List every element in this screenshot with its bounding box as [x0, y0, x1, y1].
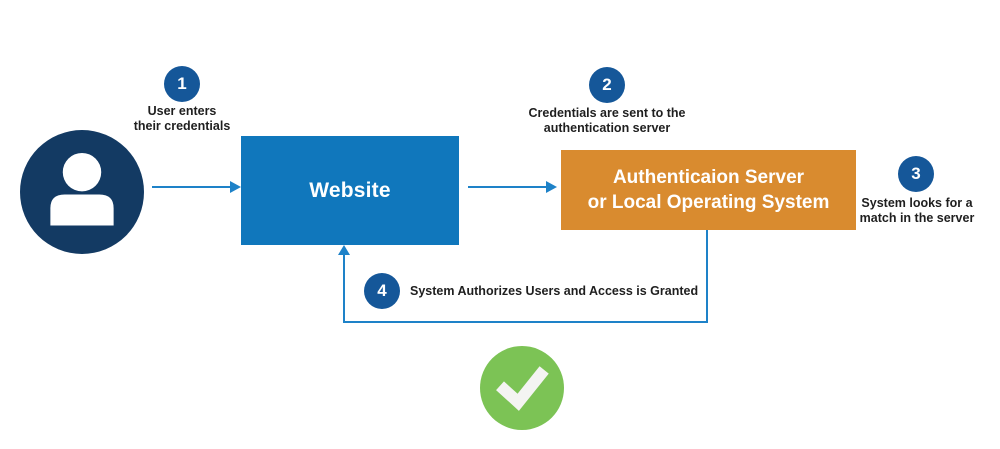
- step-3-badge: [898, 156, 934, 192]
- auth-server-node: [561, 150, 856, 230]
- step-2-badge: [589, 67, 625, 103]
- step-2-label-line1: Credentials are sent to the: [528, 106, 686, 120]
- step-4-label: [410, 284, 740, 299]
- auth-server-label: [588, 165, 830, 215]
- step-3-label: [842, 196, 992, 226]
- step-3-label-line1: System looks for a: [861, 196, 973, 210]
- arrow-right-icon: [546, 181, 557, 193]
- step-1-label-line2: their credentials: [133, 118, 231, 133]
- step-4-label-line1: System Authorizes Users and Access is Granted: [410, 284, 699, 298]
- user-icon: [20, 130, 144, 254]
- auth-server-label-line1: Authenticaion Server: [612, 166, 805, 188]
- return-line-bottom: [343, 321, 708, 323]
- check-icon: [480, 346, 564, 430]
- step-1-number: 1: [177, 74, 187, 93]
- return-line-left: [343, 253, 345, 323]
- arrow-user-to-website: [152, 186, 232, 188]
- website-label: Website: [309, 178, 391, 202]
- step-4-badge: [364, 273, 400, 309]
- step-1-label: [107, 104, 257, 134]
- step-1-badge: [164, 66, 200, 102]
- step-4-number: 4: [377, 281, 387, 300]
- step-1-label-line1: User enters: [147, 104, 217, 118]
- arrow-up-icon: [338, 245, 350, 255]
- arrow-right-icon: [230, 181, 241, 193]
- return-line-right: [706, 230, 708, 323]
- arrow-website-to-server: [468, 186, 548, 188]
- step-2-number: 2: [602, 75, 612, 94]
- auth-server-label-line2: or Local Operating System: [587, 192, 830, 213]
- step-2-label: [507, 106, 707, 136]
- step-3-number: 3: [911, 164, 921, 183]
- step-2-label-line2: authentication server: [543, 120, 671, 135]
- step-3-label-line2: match in the server: [859, 210, 975, 225]
- website-node: [241, 136, 459, 245]
